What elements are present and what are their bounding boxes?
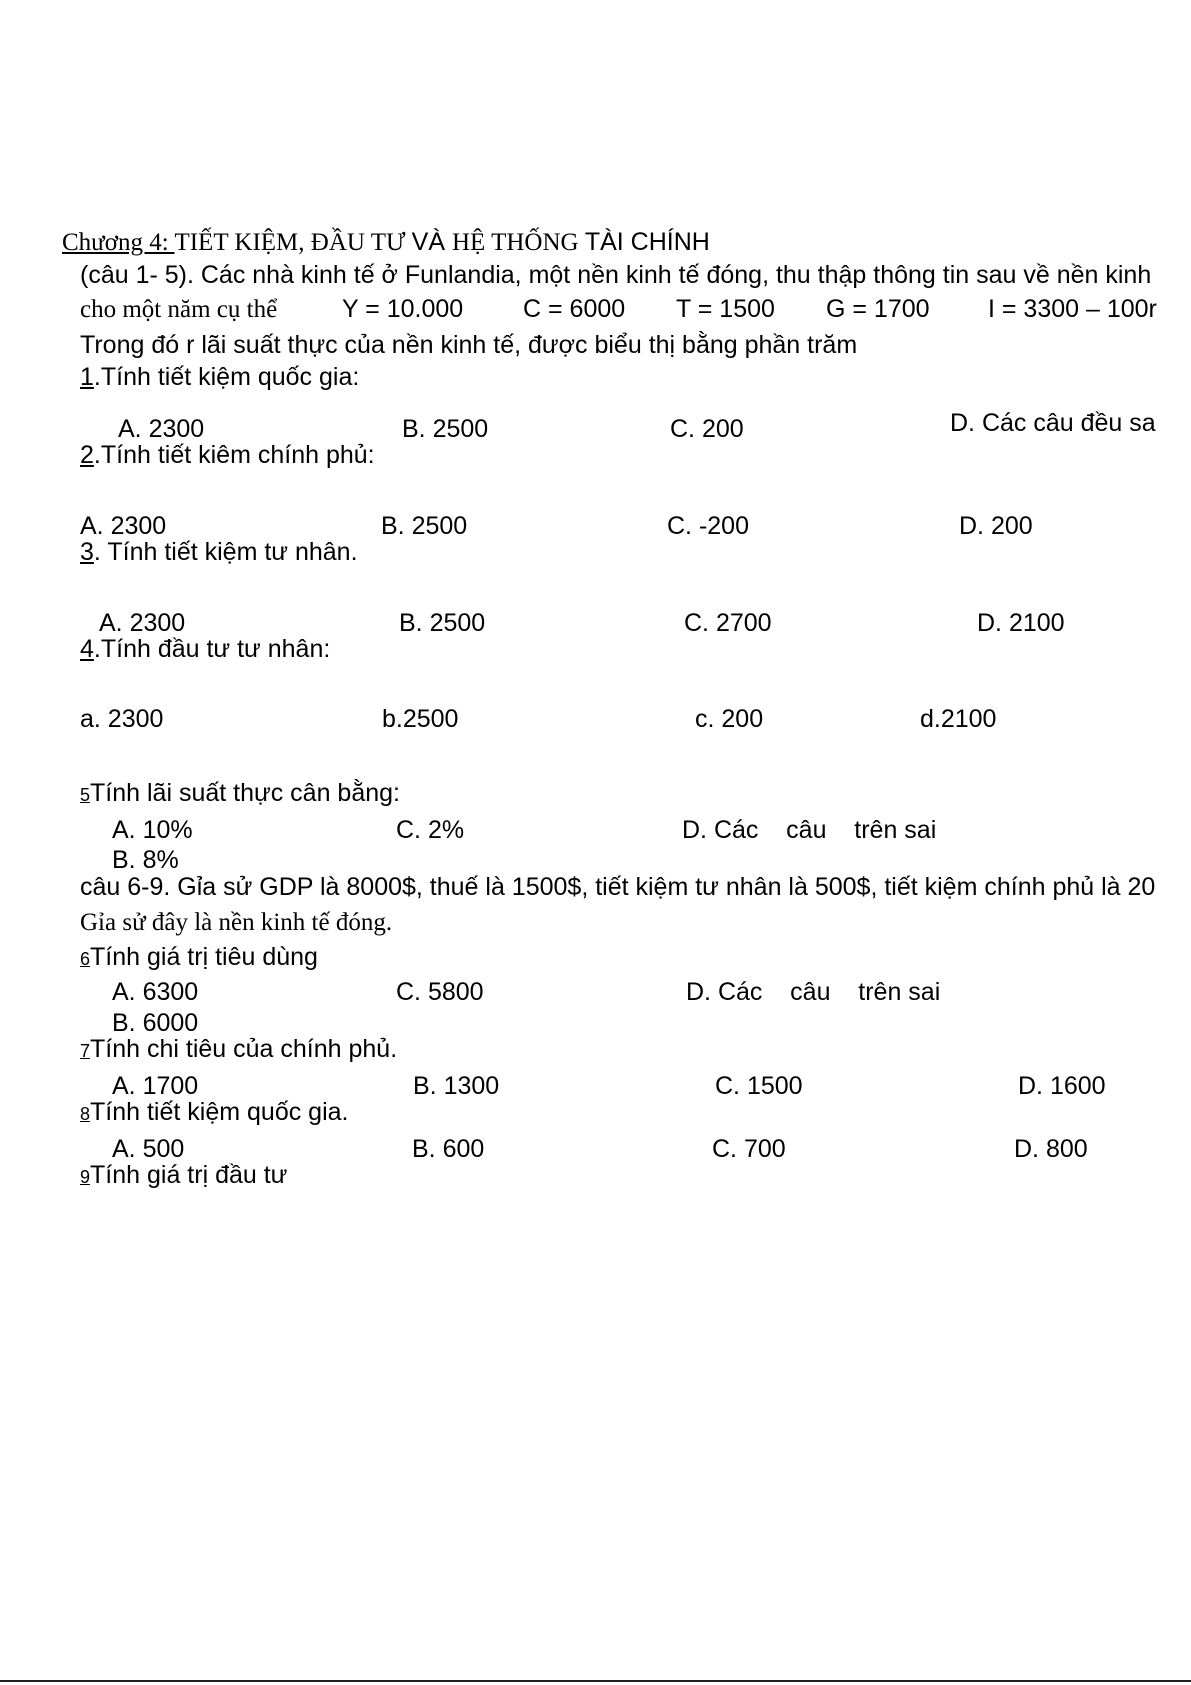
q5-option-b: B. 8%: [112, 846, 179, 874]
q1-option-a: A. 2300: [118, 415, 205, 443]
q8-option-d: D. 800: [1014, 1135, 1088, 1163]
question-7-text: Tính chi tiêu của chính phủ.: [90, 1035, 398, 1063]
q2-option-b: B. 2500: [381, 512, 468, 540]
var-i: I = 3300 – 100r: [988, 295, 1157, 323]
q6-option-a: A. 6300: [112, 978, 199, 1006]
q3-option-b: B. 2500: [399, 609, 486, 637]
intro2-line-1: câu 6-9. Gỉa sử GDP là 8000$, thuế là 1500$, tiết kiệm tư nhân là 500$, tiết kiệm chính phủ là 20: [80, 873, 1156, 901]
question-4: [80, 637, 330, 662]
q8-option-b: B. 600: [412, 1135, 485, 1163]
chapter-heading: [62, 230, 710, 255]
question-2-text: .Tính tiết kiêm chính phủ:: [93, 441, 375, 469]
var-t: T = 1500: [676, 295, 775, 323]
chapter-title-part4: TÀI CHÍNH: [584, 228, 710, 256]
question-2: [80, 443, 375, 468]
question-2-number: 2: [80, 441, 94, 469]
q3-option-d: D. 2100: [977, 609, 1065, 637]
question-1: [80, 365, 359, 390]
q6-option-d: D. Các câu trên sai: [686, 978, 941, 1006]
question-5-number: 5: [80, 785, 91, 805]
question-4-number: 4: [80, 635, 94, 663]
q2-option-a: A. 2300: [80, 512, 167, 540]
q2-option-c: C. -200: [667, 512, 749, 540]
q2-option-d: D. 200: [959, 512, 1033, 540]
q5-option-d: D. Các câu trên sai: [682, 816, 937, 844]
chapter-title-part1: TIẾT KIỆM, ĐẦU TƯ: [174, 229, 412, 256]
question-9: [80, 1163, 287, 1188]
intro-line-2-lead: cho một năm cụ thể: [80, 296, 278, 323]
question-3-text: . Tính tiết kiệm tư nhân.: [93, 538, 358, 566]
q1-option-b: B. 2500: [402, 415, 489, 443]
q4-option-d: d.2100: [920, 705, 997, 733]
page-bottom-rule: [0, 1680, 1191, 1682]
q1-option-d: D. Các câu đều sa: [950, 409, 1156, 437]
q4-option-c: c. 200: [695, 705, 764, 733]
question-5-text: Tính lãi suất thực cân bằng:: [90, 779, 400, 807]
var-y: Y = 10.000: [342, 295, 464, 323]
question-4-text: .Tính đầu tư tư nhân:: [93, 635, 331, 663]
q8-option-a: A. 500: [112, 1135, 185, 1163]
q3-option-a: A. 2300: [99, 609, 186, 637]
var-g: G = 1700: [826, 295, 930, 323]
q5-option-c: C. 2%: [396, 816, 465, 844]
chapter-title-part2: VÀ: [411, 228, 452, 256]
question-9-number: 9: [80, 1167, 91, 1187]
question-5: [80, 781, 400, 806]
q7-option-b: B. 1300: [413, 1072, 500, 1100]
question-8-number: 8: [80, 1104, 91, 1124]
q7-option-d: D. 1600: [1018, 1072, 1106, 1100]
question-3: [80, 540, 358, 565]
q8-option-c: C. 700: [712, 1135, 786, 1163]
question-8: [80, 1100, 348, 1125]
q1-option-c: C. 200: [670, 415, 744, 443]
q4-option-b: b.2500: [382, 705, 459, 733]
question-1-text: .Tính tiết kiệm quốc gia:: [93, 363, 360, 391]
q7-option-a: A. 1700: [112, 1072, 199, 1100]
chapter-title-part3: HỆ THỐNG: [451, 229, 585, 256]
q6-option-b: B. 6000: [112, 1009, 199, 1037]
question-3-number: 3: [80, 538, 94, 566]
q5-option-a: A. 10%: [112, 816, 193, 844]
intro-line-1: (câu 1- 5). Các nhà kinh tế ở Funlandia, một nền kinh tế đóng, thu thập thông tin sau về nền kinh: [80, 261, 1152, 289]
question-7: [80, 1037, 397, 1062]
q4-option-a: a. 2300: [80, 705, 164, 733]
q3-option-c: C. 2700: [684, 609, 772, 637]
question-7-number: 7: [80, 1041, 91, 1061]
question-6: [80, 945, 318, 970]
question-1-number: 1: [80, 363, 94, 391]
q7-option-c: C. 1500: [715, 1072, 803, 1100]
question-8-text: Tính tiết kiệm quốc gia.: [90, 1098, 349, 1126]
question-6-text: Tính giá trị tiêu dùng: [90, 943, 318, 971]
question-6-number: 6: [80, 949, 91, 969]
chapter-prefix: Chương 4:: [62, 229, 175, 256]
var-c: C = 6000: [523, 295, 626, 323]
q6-option-c: C. 5800: [396, 978, 484, 1006]
intro2-line-2: Gỉa sử đây là nền kinh tế đóng.: [80, 909, 393, 936]
intro-line-3: Trong đó r lãi suất thực của nền kinh tế, được biểu thị bằng phần trăm: [80, 331, 858, 359]
question-9-text: Tính giá trị đầu tư: [90, 1161, 288, 1189]
